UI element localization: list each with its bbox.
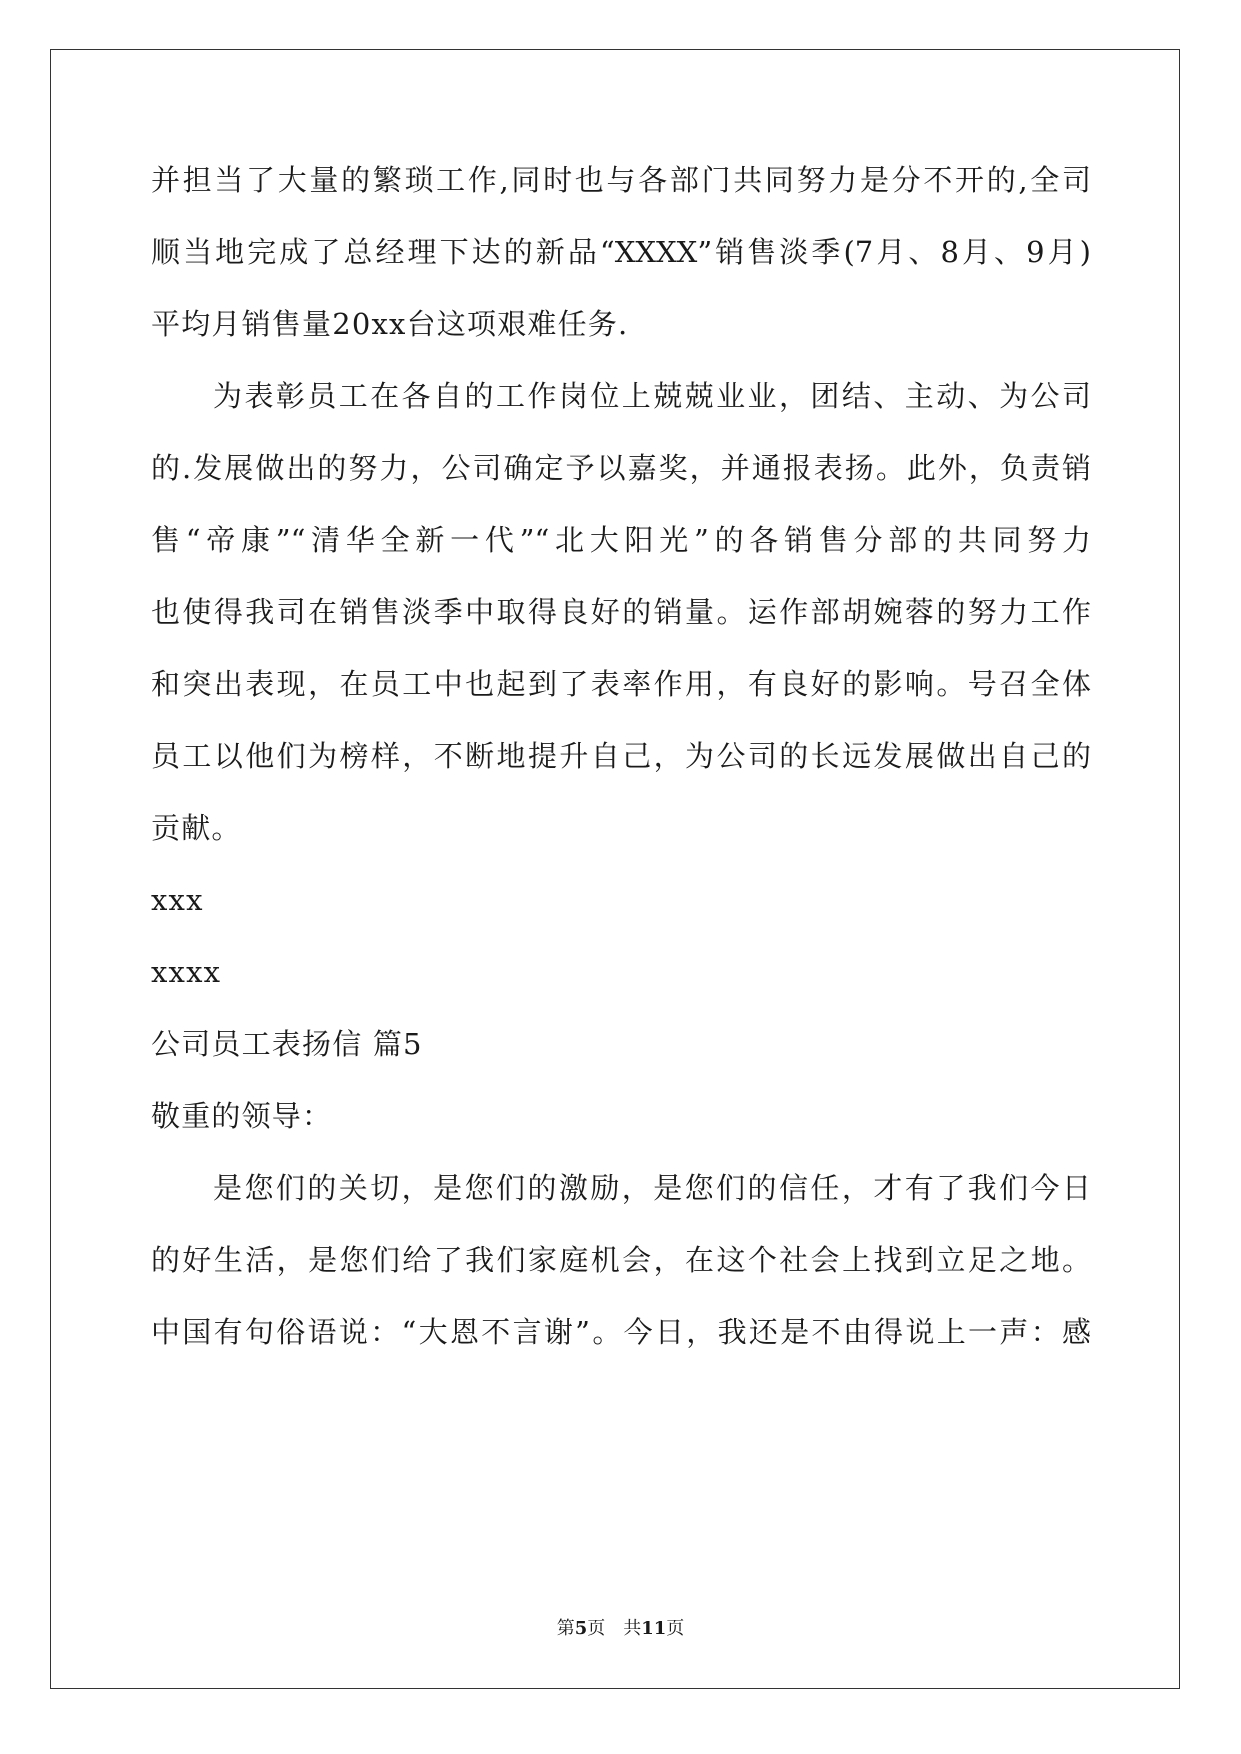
paragraph-line: 为表彰员工在各自的工作岗位上兢兢业业，团结、主动、为公司 [213,379,1091,413]
page-border [50,49,1180,1689]
signature-name: xxx [151,883,204,917]
paragraph-line: 售“帝康”“清华全新一代”“北大阳光”的各销售分部的共同努力 [151,523,1091,557]
paragraph-line: 也使得我司在销售淡季中取得良好的销量。运作部胡婉蓉的努力工作 [151,595,1091,629]
paragraph-line: 是您们的关切，是您们的激励，是您们的信任，才有了我们今日 [213,1171,1091,1205]
section-heading: 公司员工表扬信 篇5 [151,1027,423,1061]
paragraph-line: 的好生活，是您们给了我们家庭机会，在这个社会上找到立足之地。 [151,1243,1091,1277]
footer-page-total: 11 [641,1618,667,1639]
paragraph-line: 中国有句俗语说：“大恩不言谢”。今日，我还是不由得说上一声：感 [151,1315,1091,1349]
paragraph-line: 顺当地完成了总经理下达的新品“XXXX”销售淡季(7月、8月、9月) [151,235,1091,269]
salutation: 敬重的领导： [151,1099,333,1133]
page-footer [0,1617,1241,1641]
paragraph-line: 并担当了大量的繁琐工作,同时也与各部门共同努力是分不开的,全司 [151,163,1091,197]
footer-page-current: 5 [574,1618,588,1639]
paragraph-line: 和突出表现，在员工中也起到了表率作用，有良好的影响。号召全体 [151,667,1091,701]
signature-date: xxxx [151,955,222,989]
paragraph-line: 员工以他们为榜样，不断地提升自己，为公司的长远发展做出自己的 [151,739,1091,773]
footer-page-mid: 页 [587,1618,606,1639]
footer-page-prefix: 第 [556,1618,575,1639]
paragraph-line: 的.发展做出的努力，公司确定予以嘉奖，并通报表扬。此外，负责销 [151,451,1091,485]
paragraph-line: 贡献。 [151,811,242,845]
paragraph-line: 平均月销售量20xx台这项艰难任务. [151,307,629,341]
footer-total-suffix: 页 [666,1618,685,1639]
footer-total-prefix: 共 [623,1618,642,1639]
